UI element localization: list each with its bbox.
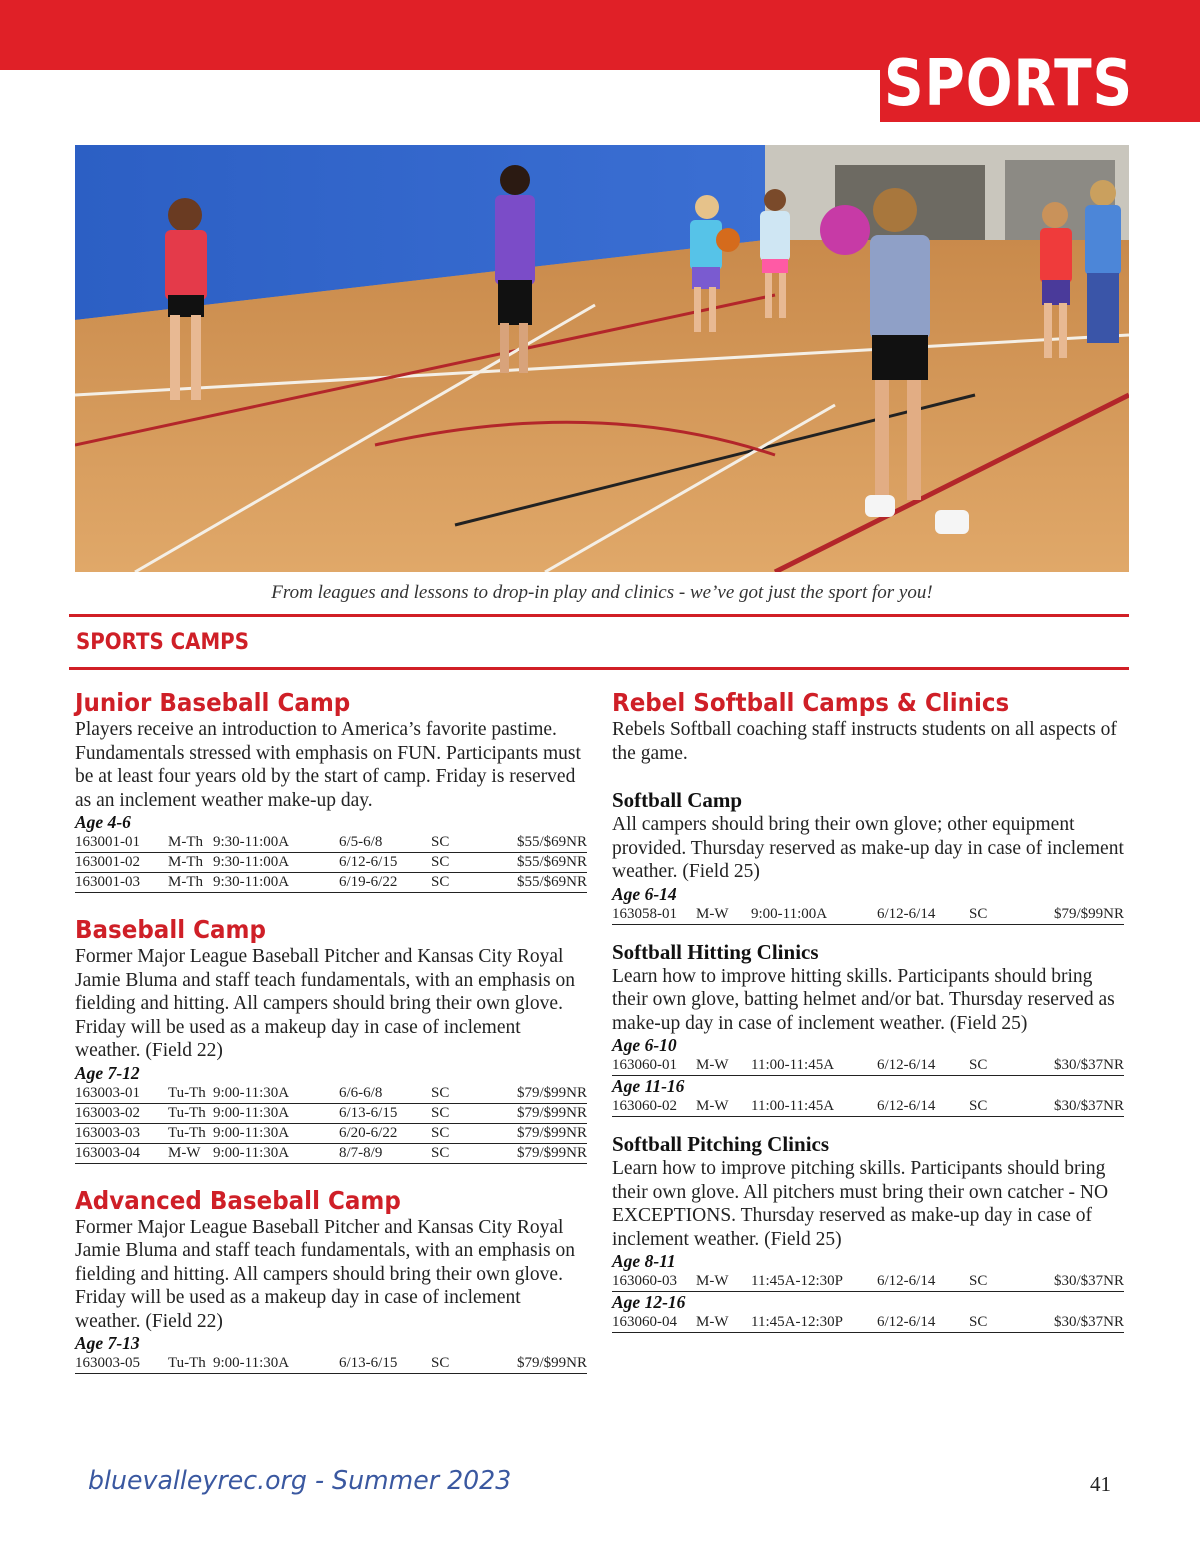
activity-code: 163003-05 [75, 1354, 168, 1374]
page-title: SPORTS [884, 47, 1134, 121]
location: SC [431, 833, 491, 853]
time: 9:00-11:30A [213, 1103, 339, 1123]
dates: 6/20-6/22 [339, 1123, 431, 1143]
dates: 6/19-6/22 [339, 873, 431, 893]
time: 9:30-11:00A [213, 853, 339, 873]
fee: $30/$37NR [1029, 1056, 1124, 1076]
days: Tu-Th [168, 1103, 213, 1123]
time: 9:00-11:30A [213, 1354, 339, 1374]
table-row [612, 905, 1124, 925]
days: Tu-Th [168, 1084, 213, 1104]
days: M-W [696, 1272, 751, 1292]
activity-code: 163003-04 [75, 1143, 168, 1163]
time: 9:30-11:00A [213, 833, 339, 853]
schedule-table [612, 1097, 1124, 1117]
location: SC [969, 1313, 1029, 1333]
dates: 6/12-6/15 [339, 853, 431, 873]
days: M-Th [168, 853, 213, 873]
program-title: Softball Hitting Clinics [612, 939, 819, 964]
location: SC [431, 873, 491, 893]
age-label: Age 7-12 [75, 1062, 140, 1083]
time: 11:45A-12:30P [751, 1272, 877, 1292]
fee: $55/$69NR [491, 853, 587, 873]
dates: 6/5-6/8 [339, 833, 431, 853]
section-rule-bottom [69, 667, 1129, 670]
dates: 6/12-6/14 [877, 905, 969, 925]
table-row [75, 1354, 587, 1374]
dates: 6/12-6/14 [877, 1272, 969, 1292]
program-title: Softball Pitching Clinics [612, 1132, 830, 1156]
fee: $79/$99NR [491, 1354, 587, 1374]
fee: $79/$99NR [491, 1123, 587, 1143]
days: M-Th [168, 873, 213, 893]
age-label: Age 11-16 [612, 1076, 685, 1096]
fee: $30/$37NR [1029, 1097, 1124, 1117]
camp-title: Advanced Baseball Camp [75, 1185, 401, 1215]
days: M-W [168, 1143, 213, 1163]
program-softball-camp [612, 787, 1124, 925]
age-label: Age 6-10 [612, 1035, 677, 1055]
time: 9:00-11:00A [751, 905, 877, 925]
fee: $79/$99NR [491, 1143, 587, 1163]
page-number: 41 [1090, 1472, 1111, 1496]
camp-title: Junior Baseball Camp [75, 688, 351, 717]
program-description: Learn how to improve hitting skills. Participants should bring their own glove, batting helmet and/or bat. Thursday reserved as make-up day in case of inclement weather. (Field 25) [612, 965, 1115, 1034]
table-row [75, 1103, 587, 1123]
gym-photo [75, 145, 1129, 572]
activity-code: 163060-02 [612, 1097, 696, 1117]
table-row [75, 1123, 587, 1143]
camp-description: Former Major League Baseball Pitcher and Kansas City Royal Jamie Bluma and staff teach fundamentals, with an emphasis on fielding and hitting. All campers should bring their own glove. Friday will be used as a makeup day in case of inclement weather. (Field 22) [75, 946, 576, 1061]
age-label: Age 7-13 [75, 1333, 140, 1353]
dates: 6/6-6/8 [339, 1084, 431, 1104]
days: M-W [696, 905, 751, 925]
table-row [612, 1097, 1124, 1117]
days: M-W [696, 1313, 751, 1333]
dates: 8/7-8/9 [339, 1143, 431, 1163]
table-row [75, 873, 587, 893]
table-row [75, 833, 587, 853]
schedule-table [612, 1272, 1124, 1292]
days: M-Th [168, 833, 213, 853]
schedule-table [75, 833, 587, 893]
location: SC [431, 1123, 491, 1143]
time: 9:00-11:30A [213, 1123, 339, 1143]
activity-code: 163001-01 [75, 833, 168, 853]
location: SC [969, 1272, 1029, 1292]
camp-description: Former Major League Baseball Pitcher and Kansas City Royal Jamie Bluma and staff teach fundamentals, with an emphasis on fielding and hitting. All campers should bring their own glove. Friday will be used as a makeup day in case of inclement weather. (Field 22) [75, 1216, 576, 1332]
dates: 6/13-6/15 [339, 1354, 431, 1374]
fee: $30/$37NR [1029, 1272, 1124, 1292]
fee: $79/$99NR [491, 1084, 587, 1104]
time: 9:30-11:00A [213, 873, 339, 893]
dates: 6/12-6/14 [877, 1097, 969, 1117]
time: 11:45A-12:30P [751, 1313, 877, 1333]
age-label: Age 4-6 [75, 812, 131, 832]
fee: $55/$69NR [491, 833, 587, 853]
location: SC [431, 853, 491, 873]
age-label: Age 12-16 [612, 1292, 686, 1312]
schedule-table [75, 1354, 587, 1374]
location: SC [431, 1143, 491, 1163]
location: SC [431, 1354, 491, 1374]
location: SC [431, 1103, 491, 1123]
fee: $30/$37NR [1029, 1313, 1124, 1333]
dates: 6/12-6/14 [877, 1056, 969, 1076]
schedule-table [612, 905, 1124, 925]
left-column [75, 688, 587, 1374]
activity-code: 163003-01 [75, 1084, 168, 1104]
location: SC [969, 1056, 1029, 1076]
days: M-W [696, 1056, 751, 1076]
age-label: Age 6-14 [612, 883, 677, 904]
fee: $55/$69NR [491, 873, 587, 893]
age-label: Age 8-11 [612, 1251, 676, 1271]
activity-code: 163003-02 [75, 1103, 168, 1123]
fee: $79/$99NR [1029, 905, 1124, 925]
program-softball-hitting [612, 939, 1124, 1118]
dates: 6/12-6/14 [877, 1313, 969, 1333]
activity-code: 163003-03 [75, 1123, 168, 1143]
table-row [75, 853, 587, 873]
camp-title: Baseball Camp [75, 915, 266, 944]
fee: $79/$99NR [491, 1103, 587, 1123]
section-rule-top [69, 614, 1129, 617]
schedule-table [75, 1084, 587, 1164]
gym-photo-illustration [75, 145, 1129, 572]
activity-code: 163060-01 [612, 1056, 696, 1076]
camp-advanced-baseball [75, 1186, 587, 1375]
camp-baseball [75, 915, 587, 1164]
schedule-table [612, 1056, 1124, 1076]
table-row [612, 1056, 1124, 1076]
days: Tu-Th [168, 1354, 213, 1374]
program-description: All campers should bring their own glove; other equipment provided. Thursday reserved as make-up day in case of inclement weather. (Field 25) [612, 814, 1124, 882]
activity-code: 163060-04 [612, 1313, 696, 1333]
camp-description: Players receive an introduction to America’s favorite pastime. Fundamentals stressed with emphasis on FUN. Participants must be at least four years old by the start of camp. Friday is reserved as an inclement weather make-up day. [75, 719, 581, 811]
camp-title: Rebel Softball Camps & Clinics [612, 688, 1010, 717]
activity-code: 163001-02 [75, 853, 168, 873]
program-description: Learn how to improve pitching skills. Participants should bring their own glove. All pitchers must bring their own catcher - NO EXCEPTIONS. Thursday reserved as make-up day in case of inclement weather. (Field 25) [612, 1158, 1109, 1250]
table-row [75, 1084, 587, 1104]
right-column [612, 688, 1124, 1333]
schedule-table [612, 1313, 1124, 1333]
section-title: SPORTS CAMPS [76, 630, 249, 655]
camp-description: Rebels Softball coaching staff instructs students on all aspects of the game. [612, 719, 1117, 764]
table-row [75, 1143, 587, 1163]
time: 9:00-11:30A [213, 1084, 339, 1104]
table-row [612, 1313, 1124, 1333]
program-softball-pitching [612, 1131, 1124, 1333]
photo-caption: From leagues and lessons to drop-in play and clinics - we’ve got just the sport for you! [271, 582, 933, 603]
location: SC [431, 1084, 491, 1104]
days: Tu-Th [168, 1123, 213, 1143]
activity-code: 163060-03 [612, 1272, 696, 1292]
time: 11:00-11:45A [751, 1056, 877, 1076]
time: 9:00-11:30A [213, 1143, 339, 1163]
time: 11:00-11:45A [751, 1097, 877, 1117]
table-row [612, 1272, 1124, 1292]
dates: 6/13-6/15 [339, 1103, 431, 1123]
activity-code: 163058-01 [612, 905, 696, 925]
program-title: Softball Camp [612, 788, 743, 812]
activity-code: 163001-03 [75, 873, 168, 893]
location: SC [969, 1097, 1029, 1117]
days: M-W [696, 1097, 751, 1117]
footer-website: bluevalleyrec.org - Summer 2023 [88, 1466, 512, 1496]
location: SC [969, 905, 1029, 925]
camp-junior-baseball [75, 688, 587, 893]
